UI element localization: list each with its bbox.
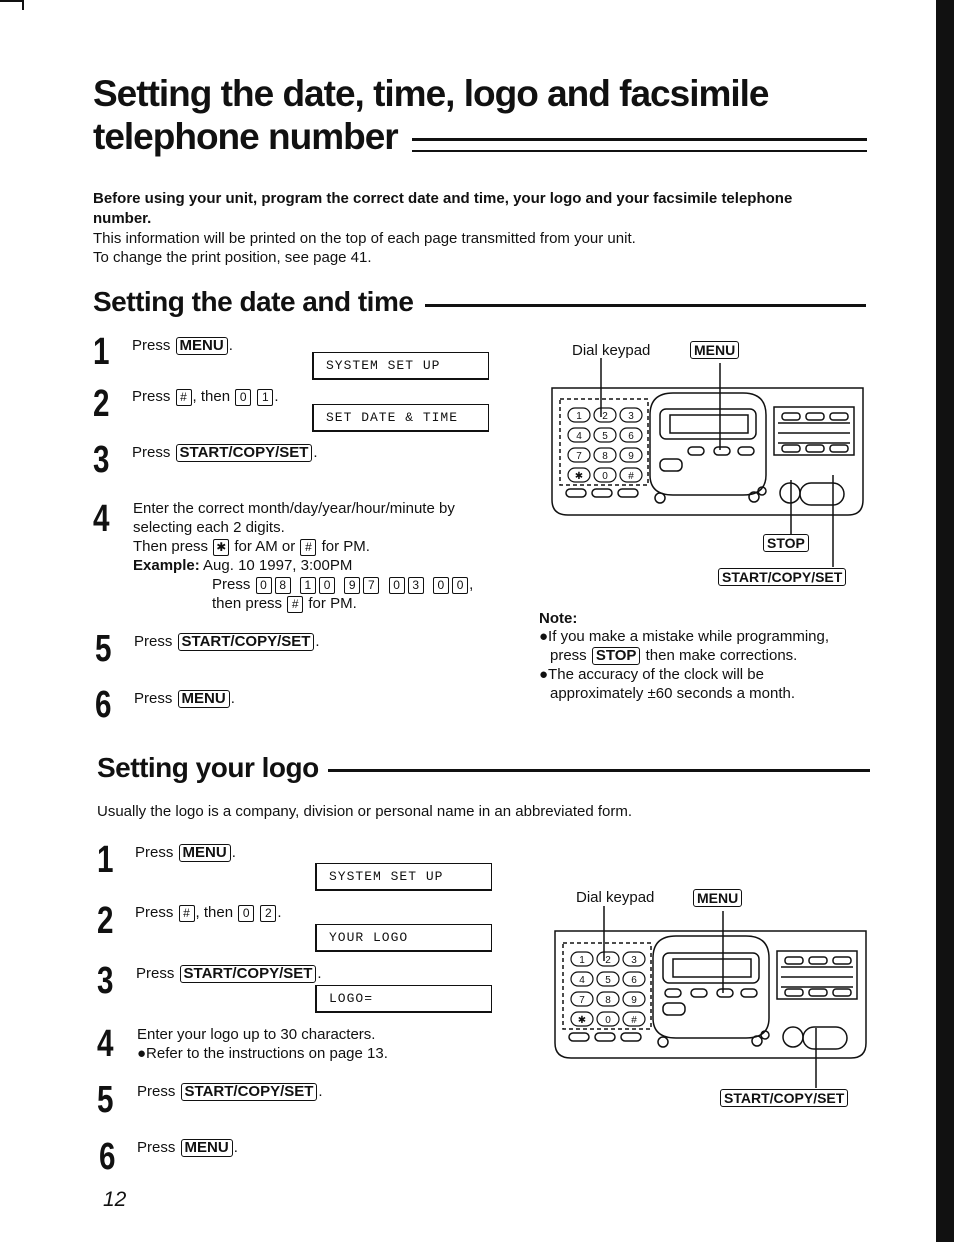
date-section-heading: Setting the date and time [93,286,414,317]
keypad-key-label: 4 [576,431,582,442]
fax-machine-illustration [551,903,871,1093]
intro-line-1: This information will be printed on the top of each page transmitted from your unit. [93,230,636,247]
step-text [137,1025,388,1063]
digit-key: 1 [257,389,273,406]
logo-section-heading: Setting your logo [97,752,319,783]
hash-key: # [179,905,195,922]
step-number: 2 [97,900,114,942]
dial-keypad-label: Dial keypad [572,342,651,359]
intro-bold: Before using your unit, program the correct date and time, your logo and your facsimile telephone number. [93,190,793,227]
menu-key: MENU [181,1139,233,1157]
display-frame [663,953,759,983]
title-line-1: Setting the date, time, logo and facsimile [93,73,769,114]
one-touch-panel [774,407,854,455]
text: Then press [133,538,209,555]
step-number: 5 [97,1079,114,1121]
step-text [135,903,282,922]
start-button [800,483,844,505]
keypad-key-label: 9 [628,451,634,462]
lcd-display: LOGO= [315,985,492,1013]
fax-body [555,931,866,1058]
one-touch-panel [777,951,857,999]
keypad-key-label: 3 [631,955,637,966]
press-label: Press [134,633,173,650]
press-label: Press [135,904,174,921]
hash-key: # [300,539,316,556]
fax-machine-illustration [548,355,868,570]
step-number: 2 [93,383,110,425]
step-text [133,499,493,613]
menu-key: MENU [179,844,231,862]
lcd-window [673,959,751,977]
title-line-2: telephone number [93,116,398,157]
digit-key: 0 [238,905,254,922]
text: then make corrections. [645,647,798,664]
note-heading: Note: [539,610,578,627]
digit-key: 3 [408,577,424,594]
start-copy-set-key: START/COPY/SET [176,444,313,462]
digit-key: 2 [260,905,276,922]
stop-button [780,483,800,503]
menu-callout: MENU [690,341,739,359]
step-end: . [313,444,318,461]
step-text [137,1082,323,1101]
stop-callout: STOP [763,534,809,552]
step-number: 1 [93,331,110,373]
step-text [137,1138,238,1157]
step-number: 6 [95,684,112,726]
text: press [550,647,587,664]
press-label: Press [136,965,175,982]
keypad-key-label: 7 [576,451,582,462]
keypad-key-label: 9 [631,995,637,1006]
digit-key: 9 [344,577,360,594]
keypad-key-label: 7 [579,995,585,1006]
star-key: ✱ [213,539,229,556]
keypad-key-label: 1 [576,411,582,422]
step-text [135,843,236,862]
section-rule [328,769,870,772]
note-item [550,646,797,665]
example-keys [133,575,493,594]
step-number: 3 [97,960,114,1002]
example-line [133,556,493,575]
start-copy-set-callout: START/COPY/SET [720,1089,848,1107]
start-copy-set-key: START/COPY/SET [180,965,317,983]
step-mid: , then [192,388,231,405]
display-frame [660,409,756,439]
keypad [571,952,645,1026]
page-number: 12 [103,1188,127,1211]
step-text [134,689,235,708]
corner-mark [0,0,22,2]
step-text [136,964,322,983]
keypad-key-label: 0 [605,1015,611,1026]
digit-key: 7 [363,577,379,594]
digit-key: 0 [452,577,468,594]
keypad-key-label: 2 [605,955,611,966]
step-number: 6 [99,1136,116,1178]
digit-key: 0 [256,577,272,594]
note-item: ●The accuracy of the clock will be [539,666,764,683]
step-end: . [233,1139,238,1156]
keypad-key-label: 0 [602,471,608,482]
page-edge-bar [936,0,954,1242]
step-line [133,594,493,613]
step-end: . [317,965,322,982]
step-line: Enter the correct month/day/year/hour/minute by [133,500,455,517]
lcd-window [670,415,748,433]
start-copy-set-key: START/COPY/SET [181,1083,318,1101]
step-number: 5 [95,628,112,670]
oval-button [660,459,682,471]
lcd-display: SET DATE & TIME [312,404,489,432]
menu-key: MENU [176,337,228,355]
press-label: Press [135,844,174,861]
step-end: . [228,337,233,354]
lcd-display: SYSTEM SET UP [312,352,489,380]
keypad-key-label: 6 [631,975,637,986]
step-text [132,336,233,355]
text: for PM. [308,595,357,612]
lcd-display: YOUR LOGO [315,924,492,952]
step-text [134,632,320,651]
press-label: Press [132,337,171,354]
step-end: . [274,388,279,405]
press-label: Press [132,444,171,461]
menu-callout: MENU [693,889,742,907]
intro-line-2: To change the print position, see page 41. [93,249,372,266]
step-line [133,537,493,556]
step-line: selecting each 2 digits. [133,519,285,536]
keypad-key-label: 3 [628,411,634,422]
keypad-key-label: 1 [579,955,585,966]
text: then press [212,595,283,612]
digit-key: 0 [319,577,335,594]
keypad [568,408,642,482]
keypad-key-label: 6 [628,431,634,442]
digit-key: 0 [389,577,405,594]
press-label: Press [137,1083,176,1100]
title-rule [412,138,867,152]
press-label: Press [134,690,173,707]
display-bay [653,936,769,1038]
press-label: Press [132,388,171,405]
step-end: . [315,633,320,650]
digit-key: 1 [300,577,316,594]
keypad-key-label: 8 [605,995,611,1006]
press-label: Press [212,576,251,593]
step-number: 1 [97,839,114,881]
step-mid: , then [195,904,234,921]
step-end: . [230,690,235,707]
hash-key: # [176,389,192,406]
step-end: . [231,844,236,861]
keypad-key-label: # [628,471,634,482]
keypad-key-label: 2 [602,411,608,422]
digit-key: 8 [275,577,291,594]
text: for AM or [234,538,296,555]
keypad-key-label: ✱ [574,471,584,482]
start-copy-set-callout: START/COPY/SET [718,568,846,586]
step-end: . [318,1083,323,1100]
step-number: 4 [97,1023,114,1065]
step-number: 3 [93,439,110,481]
digit-key: 0 [235,389,251,406]
dial-keypad-label: Dial keypad [576,889,655,906]
text: for PM. [321,538,370,555]
step-line: ●Refer to the instructions on page 13. [137,1045,388,1062]
logo-section-subtitle: Usually the logo is a company, division or personal name in an abbreviated form. [97,803,633,820]
step-line: Enter your logo up to 30 characters. [137,1026,376,1043]
step-number: 4 [93,498,110,540]
step-text [132,443,318,462]
start-copy-set-key: START/COPY/SET [178,633,315,651]
start-button [803,1027,847,1049]
lcd-display: SYSTEM SET UP [315,863,492,891]
note-item: approximately ±60 seconds a month. [550,685,796,702]
example-value: Aug. 10 1997, 3:00PM [203,557,353,574]
example-label: Example: [133,557,200,574]
press-label: Press [137,1139,176,1156]
step-text [132,387,279,406]
menu-key: MENU [178,690,230,708]
stop-key: STOP [592,647,641,665]
keypad-key-label: 8 [602,451,608,462]
corner-mark [22,0,24,10]
keypad-key-label: # [631,1015,637,1026]
keypad-key-label: ✱ [577,1015,587,1026]
step-end: . [277,904,282,921]
hash-key: # [287,596,303,613]
keypad-key-label: 5 [602,431,608,442]
stop-button [783,1027,803,1047]
note-item: ●If you make a mistake while programming, [539,628,830,645]
keypad-key-label: 4 [579,975,585,986]
keypad-key-label: 5 [605,975,611,986]
comma: , [469,576,474,593]
digit-key: 0 [433,577,449,594]
section-rule [425,304,866,307]
